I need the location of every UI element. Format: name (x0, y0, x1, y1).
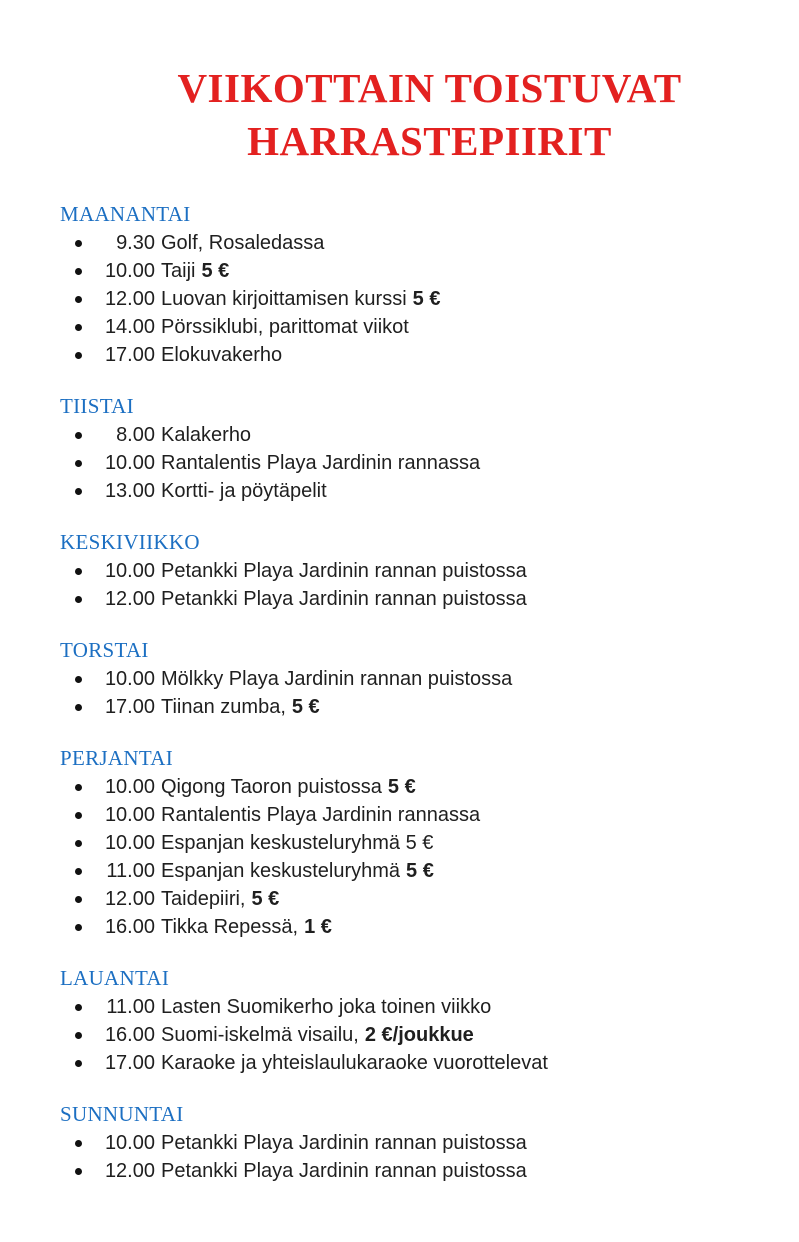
item-text: Luovan kirjoittamisen kurssi (161, 287, 407, 310)
item-text: Espanjan keskusteluryhmä 5 € (161, 831, 434, 854)
schedule-item (60, 557, 799, 585)
item-text: Kortti- ja pöytäpelit (161, 479, 327, 502)
item-text: Elokuvakerho (161, 343, 283, 366)
item-text: Rantalentis Playa Jardinin rannassa (161, 451, 481, 474)
item-time: 12.00 (104, 887, 155, 910)
item-time: 14.00 (104, 315, 155, 338)
item-text: Lasten Suomikerho joka toinen viikko (161, 995, 492, 1018)
item-time: 10.00 (104, 831, 155, 854)
day-section-lauantai (60, 967, 799, 1077)
schedule-item (60, 341, 799, 369)
bullet-icon (75, 432, 82, 439)
item-price: 2 €/joukkue (364, 1023, 474, 1046)
bullet-icon (75, 784, 82, 791)
schedule-item (60, 1157, 799, 1185)
bullet-icon (75, 268, 82, 275)
item-time: 16.00 (104, 915, 155, 938)
item-time: 13.00 (104, 479, 155, 502)
item-text: Pörssiklubi, parittomat viikot (161, 315, 409, 338)
item-time: 10.00 (104, 667, 155, 690)
item-time: 17.00 (104, 343, 155, 366)
item-text: Golf, Rosaledassa (161, 231, 325, 254)
item-text: Suomi-iskelmä visailu, (161, 1023, 359, 1046)
day-heading: KESKIVIIKKO (60, 530, 200, 554)
schedule-item (60, 857, 799, 885)
schedule-item (60, 585, 799, 613)
bullet-icon (75, 1168, 82, 1175)
schedule-item (60, 285, 799, 313)
schedule-item (60, 773, 799, 801)
item-text: Mölkky Playa Jardinin rannan puistossa (161, 667, 513, 690)
schedule-item (60, 829, 799, 857)
day-heading: SUNNUNTAI (60, 1102, 184, 1126)
day-section-tiistai (60, 395, 799, 505)
item-text: Petankki Playa Jardinin rannan puistossa (161, 1159, 527, 1182)
bullet-icon (75, 1004, 82, 1011)
item-time: 11.00 (106, 859, 155, 882)
bullet-icon (75, 352, 82, 359)
bullet-icon (75, 488, 82, 495)
schedule-item (60, 421, 799, 449)
document-title (60, 62, 799, 168)
item-text: Qigong Taoron puistossa (161, 775, 382, 798)
schedule-item (60, 449, 799, 477)
day-heading: LAUANTAI (60, 966, 170, 990)
item-time: 11.00 (106, 995, 155, 1018)
item-time: 17.00 (104, 695, 155, 718)
schedule-item (60, 1129, 799, 1157)
bullet-icon (75, 840, 82, 847)
schedule-item (60, 313, 799, 341)
item-time: 8.00 (116, 423, 155, 446)
item-time: 16.00 (104, 1023, 155, 1046)
item-text: Espanjan keskusteluryhmä (161, 859, 401, 882)
day-section-torstai (60, 639, 799, 721)
item-text: Tikka Repessä, (161, 915, 299, 938)
item-text: Petankki Playa Jardinin rannan puistossa (161, 587, 527, 610)
bullet-icon (75, 240, 82, 247)
item-text: Petankki Playa Jardinin rannan puistossa (161, 1131, 527, 1154)
item-text: Karaoke ja yhteislaulukaraoke vuorottelevat (161, 1051, 548, 1074)
day-section-keskiviikko (60, 531, 799, 613)
schedule-item (60, 665, 799, 693)
item-time: 10.00 (104, 775, 155, 798)
item-text: Rantalentis Playa Jardinin rannassa (161, 803, 481, 826)
item-text: Taiji (161, 259, 196, 282)
day-heading: TIISTAI (60, 394, 134, 418)
bullet-icon (75, 1140, 82, 1147)
schedule-item (60, 913, 799, 941)
bullet-icon (75, 868, 82, 875)
schedule-item (60, 1049, 799, 1077)
item-time: 10.00 (104, 451, 155, 474)
bullet-icon (75, 460, 82, 467)
schedule-item (60, 229, 799, 257)
item-price: 5 € (251, 887, 280, 910)
item-price: 5 € (201, 259, 230, 282)
item-price: 5 € (412, 287, 441, 310)
day-section-maanantai (60, 203, 799, 369)
bullet-icon (75, 704, 82, 711)
item-time: 10.00 (104, 259, 155, 282)
item-price: 5 € (406, 859, 434, 882)
schedule-item (60, 993, 799, 1021)
bullet-icon (75, 896, 82, 903)
document-title-line-1: VIIKOTTAIN TOISTUVAT (177, 65, 682, 111)
day-section-sunnuntai (60, 1103, 799, 1185)
schedule-item (60, 885, 799, 913)
item-text: Petankki Playa Jardinin rannan puistossa (161, 559, 527, 582)
schedule-item (60, 1021, 799, 1049)
item-time: 12.00 (104, 587, 155, 610)
bullet-icon (75, 596, 82, 603)
schedule-item (60, 257, 799, 285)
bullet-icon (75, 568, 82, 575)
item-time: 9.30 (116, 231, 155, 254)
item-text: Kalakerho (161, 423, 252, 446)
item-time: 10.00 (104, 803, 155, 826)
bullet-icon (75, 296, 82, 303)
item-time: 10.00 (104, 559, 155, 582)
bullet-icon (75, 924, 82, 931)
bullet-icon (75, 1032, 82, 1039)
bullet-icon (75, 812, 82, 819)
bullet-icon (75, 324, 82, 331)
schedule-item (60, 477, 799, 505)
item-price: 1 € (304, 915, 332, 938)
item-time: 12.00 (104, 287, 155, 310)
item-text: Tiinan zumba, (161, 695, 286, 718)
document-title-line-2: HARRASTEPIIRIT (247, 118, 612, 164)
item-time: 10.00 (104, 1131, 155, 1154)
schedule-item (60, 693, 799, 721)
item-time: 17.00 (104, 1051, 155, 1074)
day-section-perjantai (60, 747, 799, 941)
bullet-icon (75, 676, 82, 683)
day-heading: MAANANTAI (60, 202, 191, 226)
item-time: 12.00 (104, 1159, 155, 1182)
item-price: 5 € (387, 775, 416, 798)
schedule-item (60, 801, 799, 829)
day-heading: TORSTAI (60, 638, 149, 662)
item-text: Taidepiiri, (161, 887, 246, 910)
item-price: 5 € (291, 695, 320, 718)
bullet-icon (75, 1060, 82, 1067)
day-heading: PERJANTAI (60, 746, 174, 770)
